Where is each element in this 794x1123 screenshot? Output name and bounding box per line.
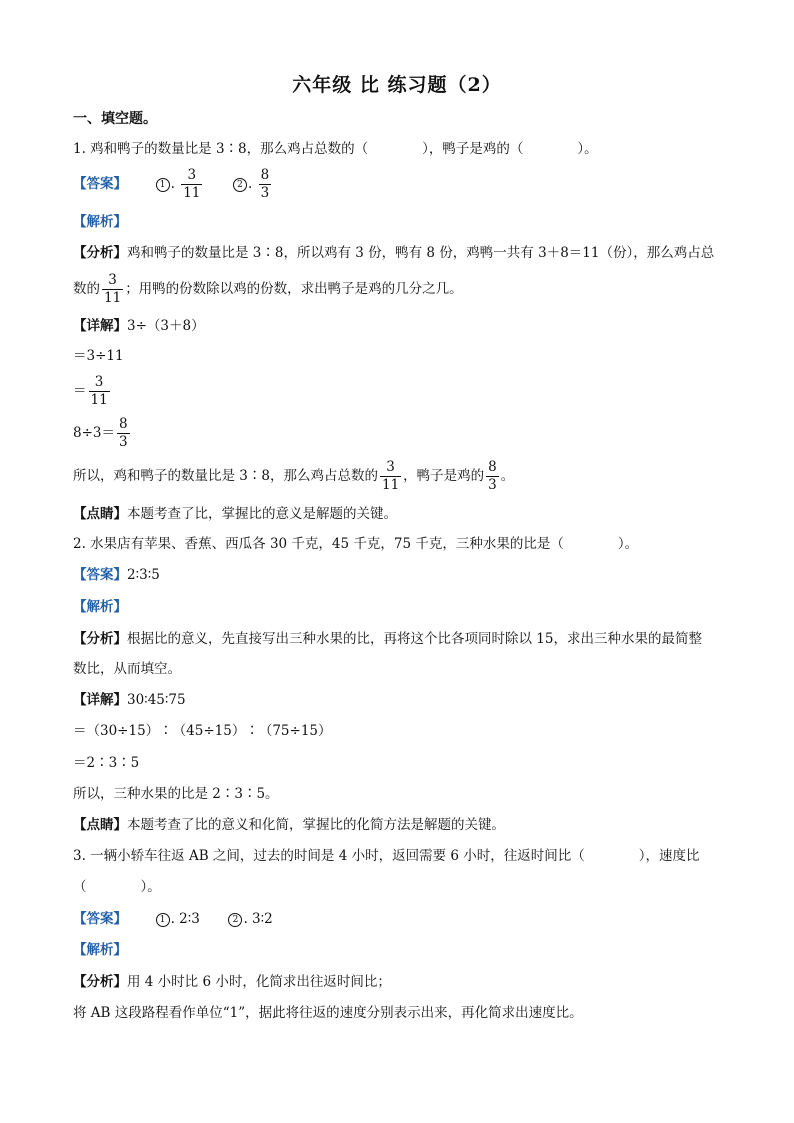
denominator: 3 bbox=[488, 477, 497, 493]
denominator: 11 bbox=[381, 477, 400, 493]
analysis-tag: 【分析】 bbox=[73, 974, 127, 990]
analysis-head-tag: 【解析】 bbox=[73, 942, 127, 958]
circled-number-1: 1 bbox=[156, 913, 170, 927]
q3-question-line-1: 3. 一辆小轿车往返 AB 之间，过去的时间是 4 小时，返回需要 6 小时，往返时间比（ ），速度比 bbox=[73, 848, 700, 864]
answer-tag: 【答案】 bbox=[73, 567, 127, 583]
analysis-text: 鸡和鸭子的数量比是 3∶8，所以鸡有 3 份，鸭有 8 份，鸡鸭一共有 3＋8＝11（份），那么鸡占总 bbox=[127, 245, 715, 261]
q3-analysis-line-1 bbox=[73, 972, 391, 992]
q2-question: 2. 水果店有苹果、香蕉、西瓜各 30 千克，45 千克，75 千克，三种水果的比是（ ）。 bbox=[73, 536, 639, 552]
circled-number-2: 2 bbox=[233, 178, 247, 192]
q2-detail-line-1 bbox=[73, 690, 186, 710]
denominator: 3 bbox=[119, 434, 128, 450]
denominator: 3 bbox=[260, 185, 270, 201]
q1-detail-line-3 bbox=[73, 374, 112, 409]
detail-text: ＝ bbox=[73, 383, 87, 399]
q1-analysis-line-1 bbox=[73, 243, 714, 263]
q1-conclusion bbox=[73, 459, 514, 494]
detail-text: 8÷3＝ bbox=[73, 425, 115, 441]
point-tag: 【点睛】 bbox=[73, 506, 127, 522]
fraction bbox=[89, 374, 110, 409]
q2-analysis-head bbox=[73, 597, 127, 617]
analysis-tag: 【分析】 bbox=[73, 631, 127, 647]
q1-detail-line-2: ＝3÷11 bbox=[73, 348, 124, 364]
q2-conclusion: 所以，三种水果的比是 2∶3∶5。 bbox=[73, 786, 279, 802]
numerator: 8 bbox=[260, 167, 270, 183]
detail-text: 3÷（3＋8） bbox=[127, 318, 205, 334]
q1-answer-row: 【答案】 1 . $\frac{3}{11}$ 2 . $\frac{8}{3}$ bbox=[73, 167, 270, 201]
analysis-head-tag: 【解析】 bbox=[73, 214, 127, 230]
q3-analysis-line-2: 将 AB 这段路程看作单位“1”，据此将往返的速度分别表示出来，再化简求出速度比。 bbox=[73, 1005, 583, 1021]
conclusion-text: 。 bbox=[500, 468, 515, 484]
detail-tag: 【详解】 bbox=[73, 692, 127, 708]
q2-point bbox=[73, 815, 505, 835]
answer-text: 2∶3∶5 bbox=[127, 567, 160, 583]
q1-analysis-head bbox=[73, 212, 127, 232]
q1-detail-line-4 bbox=[73, 416, 132, 451]
page-title: 六年级 比 练习题（2） bbox=[292, 74, 502, 96]
denominator: 11 bbox=[104, 290, 122, 306]
section-heading: 一、填空题。 bbox=[73, 111, 157, 127]
fraction bbox=[117, 416, 130, 451]
point-text: 本题考查了比的意义和化简，掌握比的化简方法是解题的关键。 bbox=[127, 817, 505, 833]
q2-detail-line-3: ＝2∶3∶5 bbox=[73, 755, 140, 771]
q1-answer-1-fraction bbox=[181, 167, 202, 202]
q1-question: 1. 鸡和鸭子的数量比是 3∶8，那么鸡占总数的（ ），鸭子是鸡的（ ）。 bbox=[73, 141, 598, 157]
circled-number-2: 2 bbox=[228, 913, 242, 927]
numerator: 3 bbox=[94, 374, 104, 390]
analysis-text: ；用鸭的份数除以鸡的份数，求出鸭子是鸡的几分之几。 bbox=[125, 281, 463, 297]
q2-analysis-line-2: 数比，从而填空。 bbox=[73, 661, 181, 677]
analysis-text: 数的 bbox=[73, 281, 100, 297]
q2-analysis-line-1 bbox=[73, 629, 702, 649]
answer-text: . 3∶2 bbox=[243, 911, 273, 927]
circled-number-1: 1 bbox=[156, 178, 170, 192]
q2-detail-line-2: ＝（30÷15）∶（45÷15）∶（75÷15） bbox=[73, 723, 332, 739]
conclusion-text: ，鸭子是鸡的 bbox=[403, 468, 485, 484]
q2-answer-row bbox=[73, 565, 160, 585]
analysis-head-tag: 【解析】 bbox=[73, 599, 127, 615]
answer-text: . 2∶3 bbox=[170, 911, 200, 927]
numerator: 8 bbox=[119, 416, 128, 432]
analysis-tag: 【分析】 bbox=[73, 245, 127, 261]
fraction bbox=[102, 272, 123, 307]
denominator: 11 bbox=[90, 392, 108, 408]
answer-tag: 【答案】 bbox=[73, 911, 127, 927]
numerator: 3 bbox=[108, 272, 117, 288]
conclusion-text: 所以，鸡和鸭子的数量比是 3∶8，那么鸡占总数的 bbox=[73, 468, 378, 484]
point-tag: 【点睛】 bbox=[73, 817, 127, 833]
answer-tag: 【答案】 bbox=[73, 176, 127, 192]
analysis-text: 根据比的意义，先直接写出三种水果的比，再将这个比各项同时除以 15，求出三种水果的最简整 bbox=[127, 631, 702, 647]
q3-analysis-head bbox=[73, 940, 127, 960]
detail-text: 30∶45∶75 bbox=[127, 692, 186, 708]
denominator: 11 bbox=[183, 185, 201, 201]
fraction bbox=[486, 459, 499, 494]
analysis-text: 用 4 小时比 6 小时，化简求出往返时间比； bbox=[127, 974, 391, 990]
detail-tag: 【详解】 bbox=[73, 318, 127, 334]
numerator: 3 bbox=[386, 459, 395, 475]
q1-answer-2-fraction bbox=[259, 167, 272, 202]
point-text: 本题考查了比，掌握比的意义是解题的关键。 bbox=[127, 506, 397, 522]
q1-detail-line-1 bbox=[73, 316, 205, 336]
numerator: 3 bbox=[187, 167, 197, 183]
fraction bbox=[380, 459, 401, 494]
q3-answer-row bbox=[73, 909, 273, 929]
q3-question-line-2: （ ）。 bbox=[73, 879, 161, 895]
q1-point bbox=[73, 504, 397, 524]
numerator: 8 bbox=[488, 459, 497, 475]
q1-analysis-line-2 bbox=[73, 272, 463, 307]
